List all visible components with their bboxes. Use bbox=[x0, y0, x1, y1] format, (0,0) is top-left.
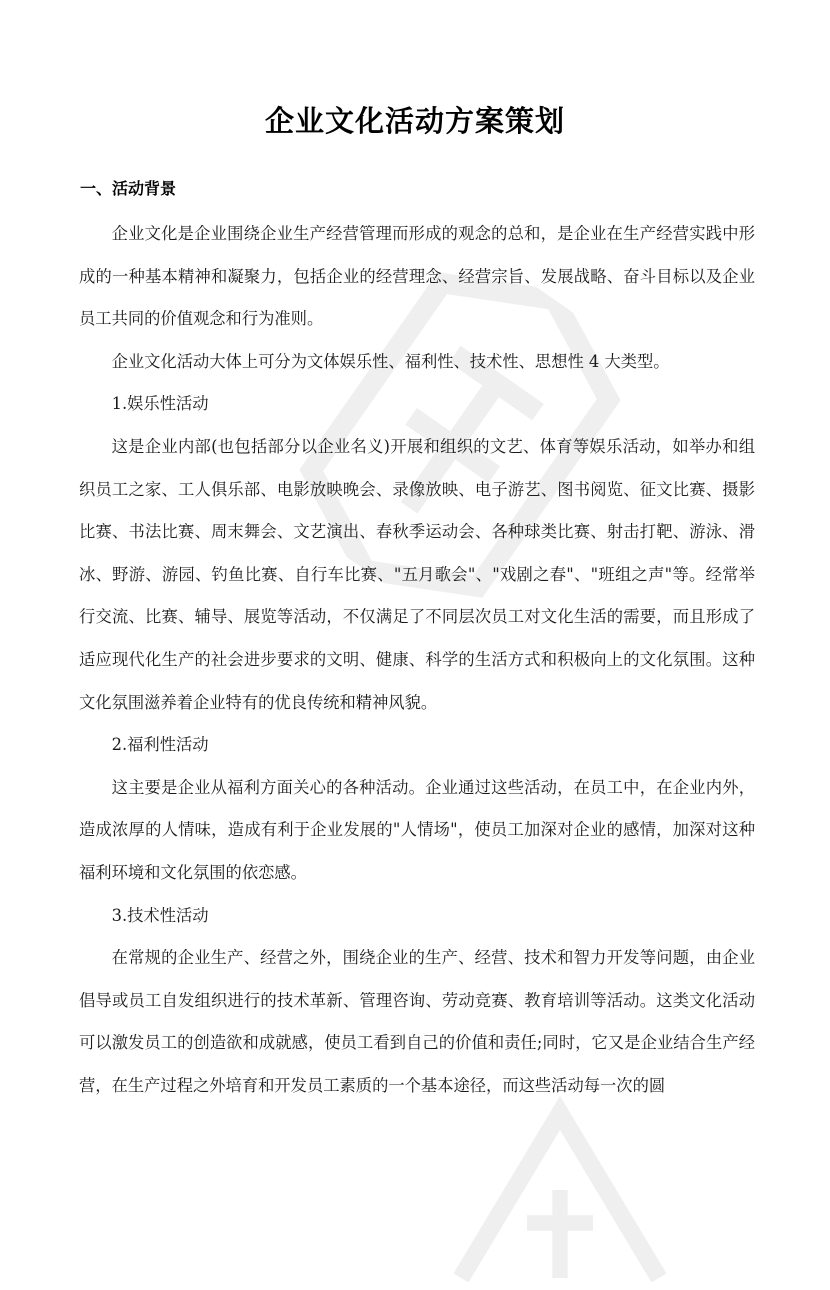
section-body bbox=[79, 213, 755, 1107]
paragraph-technical: 在常规的企业生产、经营之外，围绕企业的生产、经营、技术和智力开发等问题，由企业倡导或员工自发组织进行的技术革新、管理咨询、劳动竞赛、教育培训等活动。这类文化活动可以激发员工的创造欲和成就感，使员工看到自己的价值和责任;同时，它又是企业结合生产经营，在生产过程之外培育和开发员工素质的一个基本途径，而这些活动每一次的圆 bbox=[79, 948, 755, 1095]
subheading-welfare: 2.福利性活动 bbox=[111, 735, 209, 755]
paragraph-types: 企业文化活动大体上可分为文体娱乐性、福利性、技术性、思想性 4 大类型。 bbox=[111, 351, 670, 371]
document-title: 企业文化活动方案策划 bbox=[264, 104, 565, 139]
paragraph-background: 企业文化是企业围绕企业生产经营管理而形成的观念的总和，是企业在生产经营实践中形成的一种基本精神和凝聚力，包括企业的经营理念、经营宗旨、发展战略、奋斗目标以及企业员工共同的价值观念和行为准则。 bbox=[79, 224, 755, 329]
section-heading: 一、活动背景 bbox=[80, 179, 177, 198]
paragraph-entertainment: 这是企业内部(也包括部分以企业名义)开展和组织的文艺、体育等娱乐活动，如举办和组织员工之家、工人俱乐部、电影放映晚会、录像放映、电子游艺、图书阅览、征文比赛、摄影比赛、书法比赛、周末舞会、文艺演出、春秋季运动会、各种球类比赛、射击打靶、游泳、滑冰、野游、游园、钓鱼比赛、自行车比赛、"五月歌会"、"戏剧之春"、"班组之声"等。经常举行交流、比赛、辅导、展览等活动，不仅满足了不同层次员工对文化生活的需要，而且形成了适应现代化生产的社会进步要求的文明、健康、科学的生活方式和积极向上的文化氛围。这种文化氛围滋养着企业特有的优良传统和精神风貌。 bbox=[79, 436, 755, 712]
watermark-logo-icon bbox=[450, 1090, 670, 1290]
subheading-technical: 3.技术性活动 bbox=[111, 905, 209, 925]
subheading-entertainment: 1.娱乐性活动 bbox=[111, 394, 209, 414]
paragraph-welfare: 这主要是企业从福利方面关心的各种活动。企业通过这些活动，在员工中，在企业内外，造成浓厚的人情味，造成有利于企业发展的"人情场"，使员工加深对企业的感情，加深对这种福利环境和文化氛围的依恋感。 bbox=[79, 777, 755, 882]
